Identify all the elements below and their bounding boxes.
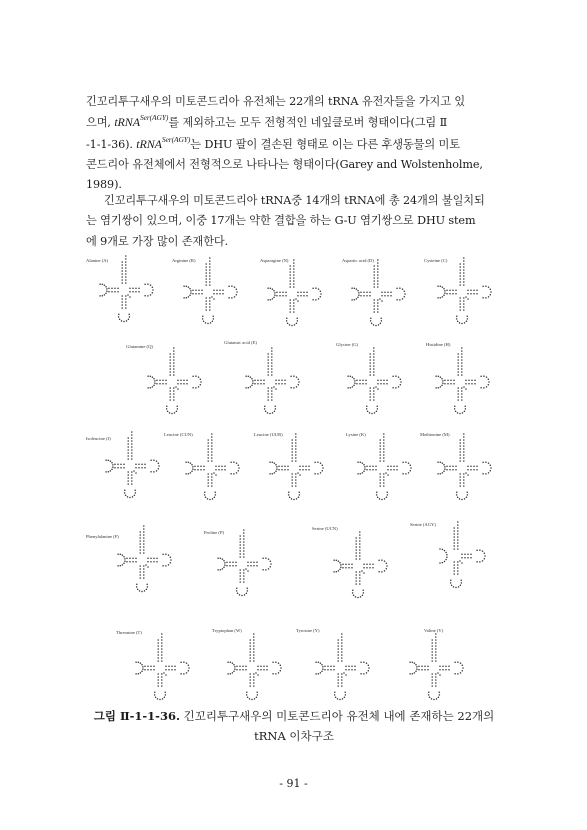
- p2-line1: 긴꼬리투구새우의 미토콘드리아 tRNA중 14개의 tRNA에 총 24개의 불일치되: [104, 194, 485, 207]
- trna-panel: [334, 254, 416, 344]
- trna-panel: [168, 254, 250, 344]
- trna-panel-label: Phenylalanine (F): [86, 534, 119, 539]
- trna-panel-label: Threonine (T): [116, 630, 142, 635]
- trna-panel-label: Tyrosine (Y): [296, 628, 320, 633]
- trna-cloverleaf: [86, 254, 168, 344]
- trna-panel: [296, 626, 378, 716]
- body-paragraph-2: [86, 191, 502, 252]
- trna-panel-label: Histidine (H): [426, 342, 451, 347]
- caption-text-2: tRNA 이차구조: [254, 729, 334, 743]
- trna-panel: [204, 528, 286, 618]
- trna-panel-label: Arginine (R): [172, 258, 196, 263]
- trna-panel-label: Aspartic acid (D): [342, 258, 374, 263]
- trna-panel: [164, 430, 246, 520]
- trna-panel-label: Serine (UCN): [312, 526, 338, 531]
- trna-panel: [338, 430, 420, 520]
- trna-panel-label: Leucine (CUN): [164, 432, 193, 437]
- trna-panel-label: Methionine (M): [420, 432, 450, 437]
- trna-panel: [324, 340, 406, 430]
- trna-cloverleaf: [252, 254, 334, 344]
- trna-panel: [126, 342, 208, 432]
- trna-panel: [254, 430, 336, 520]
- trna-panel-label: Lysine (K): [346, 432, 366, 437]
- trna-panel: [252, 254, 334, 344]
- trna-panel-label: Glutamic acid (E): [224, 340, 257, 345]
- trna-cloverleaf: [224, 340, 306, 430]
- p1-line1: 긴꼬리투구새우의 미토콘드리아 유전체는 22개의 tRNA 유전자들을 가지고 있: [86, 95, 466, 108]
- trna-panel: [116, 626, 198, 716]
- trna-cloverleaf: [254, 430, 336, 520]
- trna-cloverleaf: [164, 430, 246, 520]
- trna-panel-label: Asparagine (N): [260, 258, 289, 263]
- trna-cloverleaf: [394, 626, 476, 716]
- trna-cloverleaf: [312, 524, 394, 614]
- p1-line2: 으며, tRNA$^{Ser(AGY)}$를 제외하고는 모두 전형적인 네잎클로버 형태이다(그림 Ⅱ: [86, 113, 448, 130]
- trna-cloverleaf: [86, 432, 168, 522]
- trna-cloverleaf: [324, 340, 406, 430]
- trna-panel: [394, 626, 476, 716]
- trna-cloverleaf: [416, 430, 498, 520]
- trna-panel: [86, 432, 168, 522]
- page-number: - 91 -: [279, 777, 308, 790]
- trna-panel-label: Proline (P): [204, 530, 225, 535]
- trna-cloverleaf: [410, 522, 492, 612]
- p2-line2: 는 염기쌍이 있으며, 이중 17개는 약한 결합을 하는 G-U 염기쌍으로 DHU stem: [86, 214, 476, 228]
- trna-panel-label: Glutamine (Q): [126, 344, 153, 349]
- trna-panel: [312, 524, 394, 614]
- trna-panel: [212, 626, 294, 716]
- trna-cloverleaf: [116, 626, 198, 716]
- trna-panel-label: Leucine (UUR): [254, 432, 283, 437]
- trna-cloverleaf: [296, 626, 378, 716]
- trna-panel: [86, 254, 168, 344]
- trna-panel-label: Isoleucine (I): [86, 436, 111, 441]
- p2-line3: 에 9개로 가장 많이 존재한다.: [86, 234, 229, 248]
- figure-caption: [86, 706, 502, 746]
- caption-text-1: 긴꼬리투구새우의 미토콘드리아 유전체 내에 존재하는 22개의: [179, 709, 495, 723]
- trna-panel-label: Glycine (G): [336, 342, 359, 347]
- trna-cloverleaf: [212, 626, 294, 716]
- trna-panel: [410, 522, 492, 612]
- trna-panel-label: Valine (V): [424, 628, 444, 633]
- trna-cloverleaf: [126, 342, 208, 432]
- trna-cloverleaf: [204, 528, 286, 618]
- trna-panel: [416, 430, 498, 520]
- trna-cloverleaf: [416, 340, 498, 430]
- trna-cloverleaf: [338, 430, 420, 520]
- trna-cloverleaf: [416, 254, 498, 344]
- body-paragraph-1: [86, 92, 502, 195]
- trna-panel-label: Serine (AGY): [410, 522, 436, 527]
- p1-line4: 콘드리아 유전체에서 전형적으로 나타나는 형태이다(Garey and Wolstenholme,: [86, 157, 483, 171]
- trna-cloverleaf: [86, 530, 168, 620]
- trna-cloverleaf: [168, 254, 250, 344]
- trna-panel: [224, 340, 306, 430]
- trna-panel-label: Cysteine (C): [424, 258, 448, 263]
- p1-line5: 1989).: [86, 178, 122, 192]
- trna-ser-symbol-2: tRNA$^{Ser(AGY)}$: [136, 134, 191, 151]
- p1-line3: -1-1-36). tRNA$^{Ser(AGY)}$는 DHU 팔이 결손된 형태로 이는 다른 후생동물의 미토: [86, 134, 460, 151]
- trna-panel: [416, 254, 498, 344]
- trna-panel-label: Tryptophan (W): [212, 628, 242, 633]
- figure-number: 그림 Ⅱ-1-1-36.: [93, 709, 180, 723]
- trna-secondary-structure-figure: [86, 254, 498, 701]
- trna-panel: [86, 530, 168, 620]
- trna-panel: [416, 340, 498, 430]
- trna-ser-symbol: tRNA$^{Ser(AGY)}$: [114, 113, 169, 130]
- trna-panel-label: Alanine (A): [86, 258, 109, 263]
- trna-cloverleaf: [334, 254, 416, 344]
